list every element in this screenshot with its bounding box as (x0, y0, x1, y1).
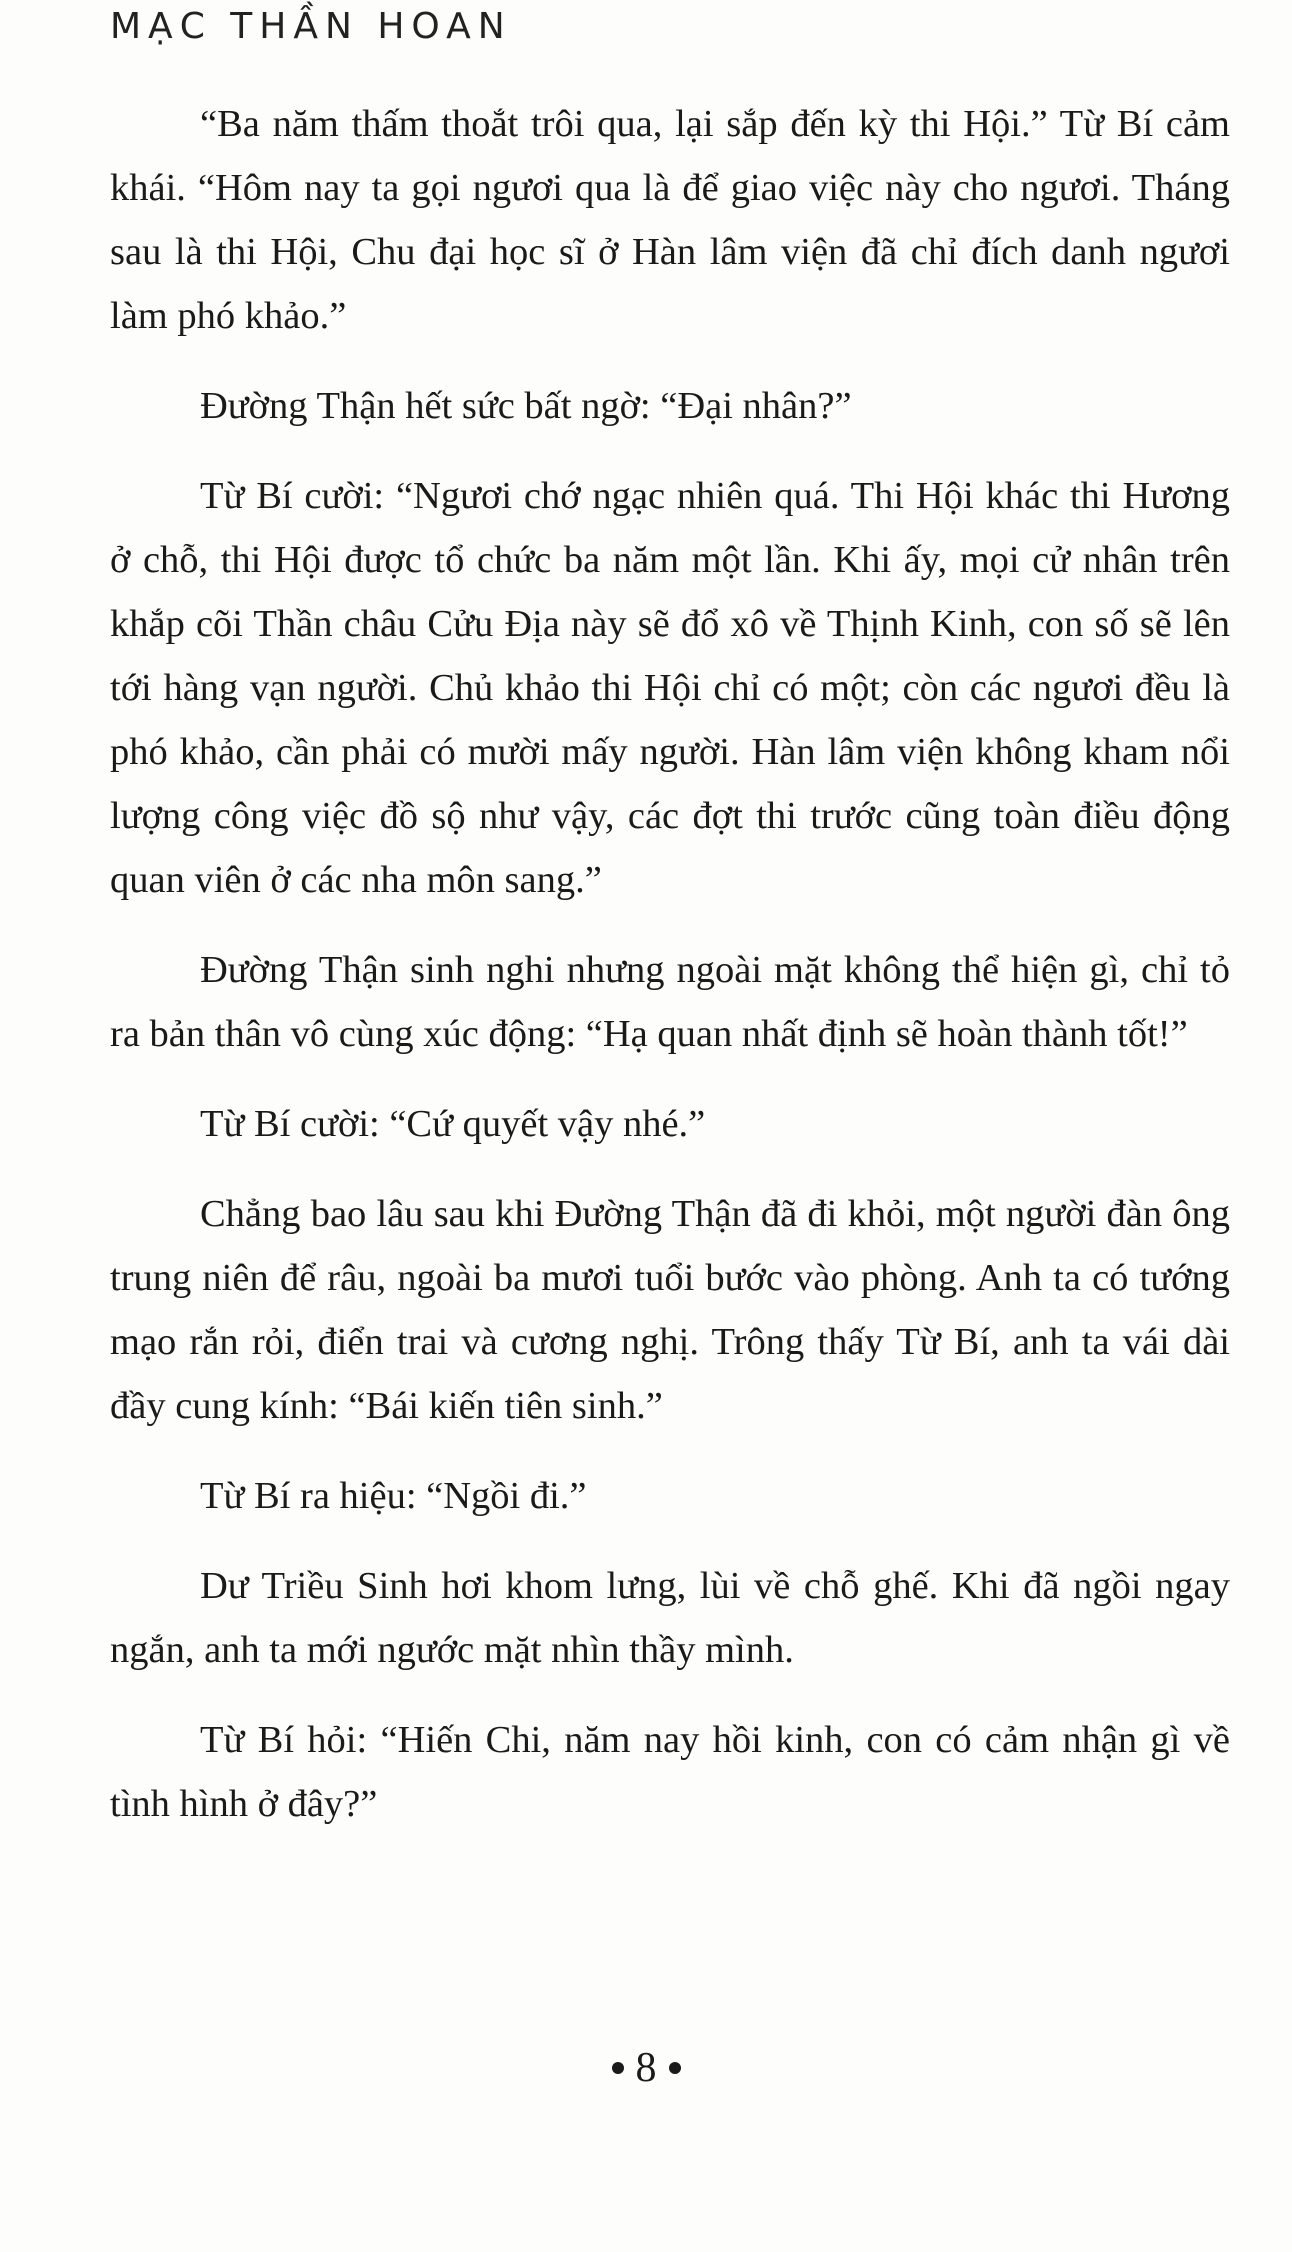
bullet-dot-left (612, 2062, 624, 2074)
bullet-dot-right (669, 2062, 681, 2074)
paragraph-6: Chẳng bao lâu sau khi Đường Thận đã đi khỏi, một người đàn ông trung niên để râu, ngoài ba mươi tuổi bước vào phòng. Anh ta có tướng mạo rắn rỏi, điển trai và cương nghị. Trông thấy Từ Bí, anh ta vái dài đầy cung kính: “Bái kiến tiên sinh.” (110, 1193, 1230, 1427)
page-number-footer (0, 2044, 1292, 2092)
paragraph-1: “Ba năm thấm thoắt trôi qua, lại sắp đến kỳ thi Hội.” Từ Bí cảm khái. “Hôm nay ta gọi ngươi qua là để giao việc này cho ngươi. Tháng sau là thi Hội, Chu đại học sĩ ở Hàn lâm viện đã chỉ đích danh ngươi làm phó khảo.” (110, 103, 1230, 337)
paragraph-9: Từ Bí hỏi: “Hiến Chi, năm nay hồi kinh, con có cảm nhận gì về tình hình ở đây?” (110, 1719, 1230, 1825)
paragraph-8: Dư Triều Sinh hơi khom lưng, lùi về chỗ ghế. Khi đã ngồi ngay ngắn, anh ta mới ngước mặt nhìn thầy mình. (110, 1565, 1230, 1671)
body-text (110, 92, 1230, 1862)
paragraph-7: Từ Bí ra hiệu: “Ngồi đi.” (200, 1475, 587, 1517)
paragraph-4: Đường Thận sinh nghi nhưng ngoài mặt không thể hiện gì, chỉ tỏ ra bản thân vô cùng xúc động: “Hạ quan nhất định sẽ hoàn thành tốt!” (110, 949, 1230, 1055)
paragraph-2: Đường Thận hết sức bất ngờ: “Đại nhân?” (200, 385, 852, 427)
paragraph-3: Từ Bí cười: “Ngươi chớ ngạc nhiên quá. Thi Hội khác thi Hương ở chỗ, thi Hội được tổ chức ba năm một lần. Khi ấy, mọi cử nhân trên khắp cõi Thần châu Cửu Địa này sẽ đổ xô về Thịnh Kinh, con số sẽ lên tới hàng vạn người. Chủ khảo thi Hội chỉ có một; còn các ngươi đều là phó khảo, cần phải có mười mấy người. Hàn lâm viện không kham nổi lượng công việc đồ sộ như vậy, các đợt thi trước cũng toàn điều động quan viên ở các nha môn sang.” (110, 475, 1230, 901)
running-header: MẠC THẦN HOAN (110, 6, 512, 47)
page-number: 8 (635, 2045, 657, 2091)
paragraph-5: Từ Bí cười: “Cứ quyết vậy nhé.” (200, 1103, 706, 1145)
